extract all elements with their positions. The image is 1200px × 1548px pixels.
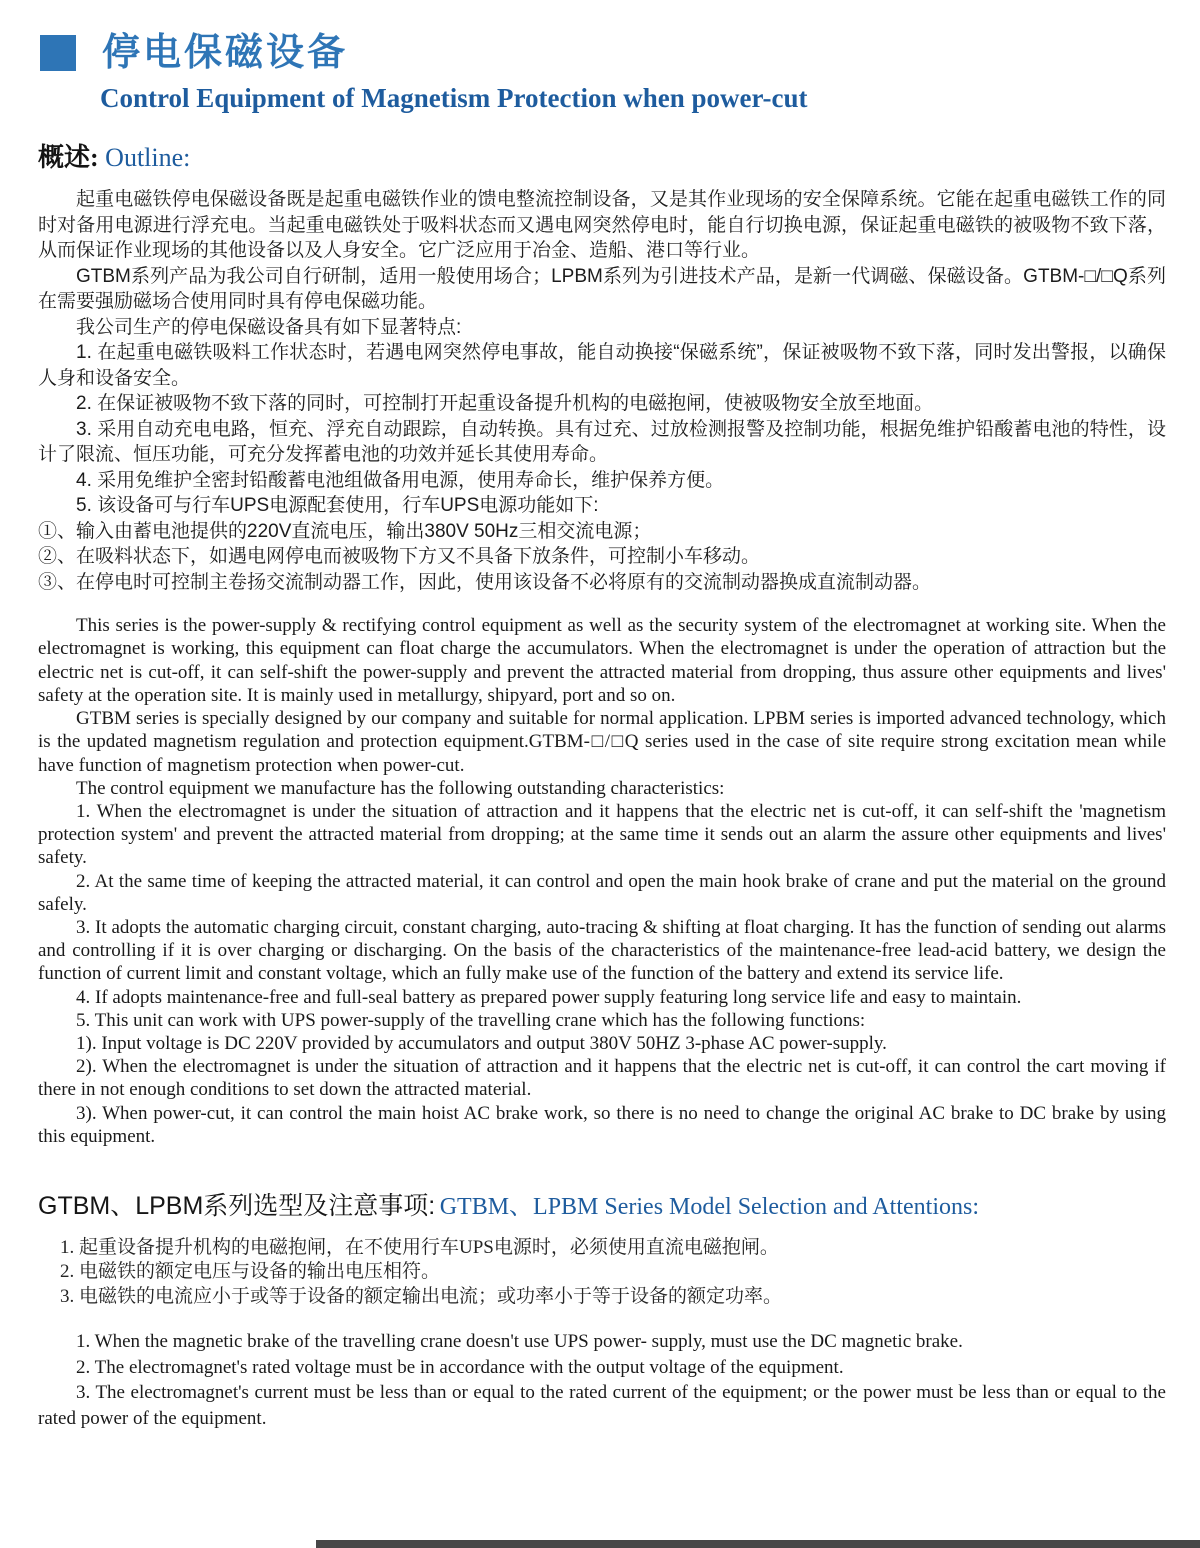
selection-heading-en: GTBM、LPBM Series Model Selection and Attentions:: [439, 1193, 980, 1220]
page-header: [0, 0, 1200, 72]
zh-list-item: 3. 电磁铁的电流应小于或等于设备的额定输出电流；或功率小于等于设备的额定功率。: [60, 1285, 783, 1307]
zh-circle-item: ③、在停电时可控制主卷扬交流制动器工作，因此，使用该设备不必将原有的交流制动器换成直流制动器。: [38, 571, 932, 593]
zh-paragraph: 4. 采用免维护全密封铅酸蓄电池组做备用电源，使用寿命长，维护保养方便。: [76, 469, 725, 491]
en-paragraph: This series is the power-supply & rectifying control equipment as well as the security system of the electromagnet at working site. When the electromagnet is working, this equipment can float charge the accumulators. When the electromagnet is under the operation of attraction but the electric net is cut-off, it can self-shift the power-supply and prevent the attracted material from dropping, thus assure other equipments and lives' safety at the operation site. It is mainly used in metallurgy, shipyard, port and so on.: [38, 615, 1166, 706]
selection-chinese-list: [60, 1236, 1166, 1310]
en-paragraph: The control equipment we manufacture has the following outstanding characteristics:: [76, 777, 725, 799]
zh-paragraph: 5. 该设备可与行车UPS电源配套使用，行车UPS电源功能如下:: [76, 495, 599, 517]
zh-paragraph: 3. 采用自动充电电路，恒充、浮充自动跟踪，自动转换。具有过充、过放检测报警及控制功能，根据免维护铅酸蓄电池的特性，设计了限流、恒压功能，可充分发挥蓄电池的功效并延长其使用寿命。: [38, 418, 1166, 466]
en-paragraph: GTBM series is specially designed by our company and suitable for normal application. LPBM series is imported advanced technology, which is the updated magnetism regulation and protection equipment.GTBM-□/□Q series used in the case of site require strong excitation mean while have function of magnetism protection when power-cut.: [38, 708, 1166, 776]
en-paragraph: 3. It adopts the automatic charging circuit, constant charging, auto-tracing & shifting at float charging. It has the function of sending out alarms and controlling if it is over charging or discharging. On the basis of the characteristics of the maintenance-free lead-acid battery, we design the function of current limit and constant voltage, which an fully make use of the function of the battery and extend its service life.: [38, 916, 1166, 985]
zh-list-item: 1. 起重设备提升机构的电磁抱闸，在不使用行车UPS电源时，必须使用直流电磁抱闸。: [60, 1236, 779, 1258]
zh-paragraph: GTBM系列产品为我公司自行研制，适用一般使用场合；LPBM系列为引进技术产品，是新一代调磁、保磁设备。GTBM-□/□Q系列在需要强励磁场合使用同时具有停电保磁功能。: [38, 265, 1166, 313]
outline-heading-en: Outline:: [105, 142, 191, 172]
outline-heading: [38, 144, 1200, 173]
zh-paragraph: 起重电磁铁停电保磁设备既是起重电磁铁作业的馈电整流控制设备，又是其作业现场的安全保障系统。它能在起重电磁铁工作的同时对备用电源进行浮充电。当起重电磁铁处于吸料状态而又遇电网突然停电时，能自行切换电源，保证起重电磁铁的被吸物不致下落，从而保证作业现场的其他设备以及人身安全。它广泛应用于冶金、造船、港口等行业。: [38, 189, 1166, 262]
outline-english-body: [38, 614, 1166, 1148]
blue-square-icon: [40, 35, 76, 71]
footer-bar: [316, 1540, 1200, 1548]
en-paragraph: 3). When power-cut, it can control the main hoist AC brake work, so there is no need to change the original AC brake to DC brake by using this equipment.: [38, 1102, 1166, 1147]
page-title-zh: 停电保磁设备: [102, 32, 349, 74]
zh-paragraph: 2. 在保证被吸物不致下落的同时，可控制打开起重设备提升机构的电磁抱闸，使被吸物安全放至地面。: [76, 393, 934, 415]
en-list-item: 1. When the magnetic brake of the travelling crane doesn't use UPS power- supply, must use the DC magnetic brake.: [76, 1331, 963, 1353]
zh-circle-item: ①、输入由蓄电池提供的220V直流电压，输出380V 50Hz三相交流电源；: [38, 520, 652, 542]
page-title-en: Control Equipment of Magnetism Protection when power-cut: [100, 83, 808, 113]
outline-chinese-body: [38, 187, 1166, 595]
zh-paragraph: 1. 在起重电磁铁吸料工作状态时，若遇电网突然停电事故，能自动换接“保磁系统”，保证被吸物不致下落，同时发出警报，以确保人身和设备安全。: [38, 342, 1166, 389]
selection-heading: [38, 1192, 1200, 1222]
outline-heading-zh: 概述:: [38, 142, 99, 172]
selection-heading-zh: GTBM、LPBM系列选型及注意事项:: [38, 1191, 436, 1220]
zh-paragraph: 我公司生产的停电保磁设备具有如下显著特点:: [76, 316, 462, 338]
en-list-item: 2. The electromagnet's rated voltage must be in accordance with the output voltage of the equipment.: [76, 1356, 844, 1378]
en-list-item: 3. The electromagnet's current must be less than or equal to the rated current of the equipment; or the power must be less than or equal to the rated power of the equipment.: [38, 1382, 1166, 1429]
en-paragraph: 4. If adopts maintenance-free and full-seal battery as prepared power supply featuring long service life and easy to maintain.: [76, 986, 1022, 1008]
selection-english-list: [38, 1329, 1166, 1431]
en-paragraph: 2). When the electromagnet is under the situation of attraction and it happens that the electric net is cut-off, it can control the cart moving if there in not enough conditions to set down the attracted material.: [38, 1056, 1166, 1101]
zh-list-item: 2. 电磁铁的额定电压与设备的输出电压相符。: [60, 1261, 441, 1283]
en-paragraph: 5. This unit can work with UPS power-supply of the travelling crane which has the following functions:: [76, 1009, 866, 1031]
en-paragraph: 1. When the electromagnet is under the situation of attraction and it happens that the electric net is cut-off, it can self-shift the 'magnetism protection system' and prevent the attracted material from dropping; at the same time it sends out an alarm the assure other equipments and lives' safety.: [38, 800, 1166, 869]
zh-circle-item: ②、在吸料状态下，如遇电网停电而被吸物下方又不具备下放条件，可控制小车移动。: [38, 546, 761, 568]
en-paragraph: 1). Input voltage is DC 220V provided by accumulators and output 380V 50HZ 3-phase AC power-supply.: [76, 1032, 887, 1054]
en-paragraph: 2. At the same time of keeping the attracted material, it can control and open the main hook brake of crane and put the material on the ground safely.: [38, 870, 1166, 915]
